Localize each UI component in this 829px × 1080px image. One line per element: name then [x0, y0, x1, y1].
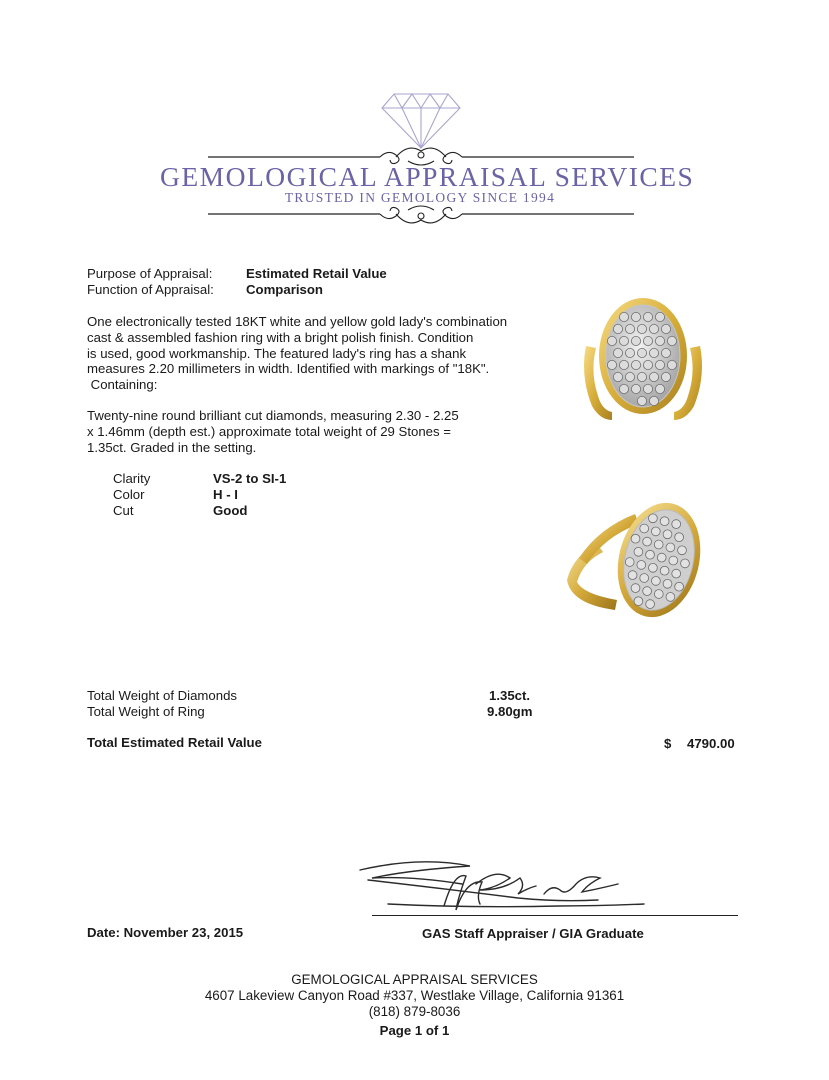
purpose-label: Purpose of Appraisal: — [87, 266, 213, 281]
stones-line: 1.35ct. Graded in the setting. — [87, 440, 257, 455]
total-ring-value: 9.80gm — [487, 704, 533, 719]
ornament-divider-bottom — [208, 204, 634, 228]
page-number: Page 1 of 1 — [379, 1023, 450, 1038]
grading-label: Cut — [113, 503, 134, 518]
grading-value: VS-2 to SI-1 — [213, 471, 287, 486]
grading-value: H - I — [213, 487, 238, 502]
signature — [358, 854, 648, 920]
company-name: GEMOLOGICAL APPRAISAL SERVICES — [160, 161, 695, 192]
grading-value: Good — [213, 503, 248, 518]
diamond-icon — [380, 92, 462, 150]
ring-photo-angled — [563, 498, 705, 628]
purpose-value: Estimated Retail Value — [246, 266, 387, 281]
description-line: cast & assembled fashion ring with a bright polish finish. Condition — [87, 330, 474, 345]
total-diamonds-value: 1.35ct. — [489, 688, 531, 703]
total-retail-value: 4790.00 — [687, 736, 735, 751]
grading-label: Color — [113, 487, 145, 502]
description-line: One electronically tested 18KT white and yellow gold lady's combination — [87, 314, 508, 329]
total-ring-label: Total Weight of Ring — [87, 704, 205, 719]
description-line: measures 2.20 millimeters in width. Identified with markings of "18K". — [87, 361, 490, 376]
total-diamonds-label: Total Weight of Diamonds — [87, 688, 238, 703]
signature-line — [372, 915, 738, 916]
stones-line: Twenty-nine round brilliant cut diamonds, measuring 2.30 - 2.25 — [87, 408, 459, 423]
footer-company: GEMOLOGICAL APPRAISAL SERVICES — [291, 972, 538, 987]
function-value: Comparison — [246, 282, 323, 297]
description-line: is used, good workmanship. The featured lady's ring has a shank — [87, 346, 467, 361]
stones-line: x 1.46mm (depth est.) approximate total weight of 29 Stones = — [87, 424, 451, 439]
currency-symbol: $ — [664, 736, 672, 751]
footer-phone: (818) 879-8036 — [368, 1004, 461, 1019]
function-label: Function of Appraisal: — [87, 282, 214, 297]
total-retail-label: Total Estimated Retail Value — [87, 735, 262, 750]
appraiser-title: GAS Staff Appraiser / GIA Graduate — [422, 926, 644, 941]
appraisal-date: Date: November 23, 2015 — [87, 925, 244, 940]
ring-photo-top — [578, 294, 708, 426]
description-line: Containing: — [87, 377, 158, 392]
grading-label: Clarity — [113, 471, 151, 486]
footer-address: 4607 Lakeview Canyon Road #337, Westlake Village, California 91361 — [204, 988, 625, 1003]
company-tagline: TRUSTED IN GEMOLOGY SINCE 1994 — [284, 190, 556, 205]
